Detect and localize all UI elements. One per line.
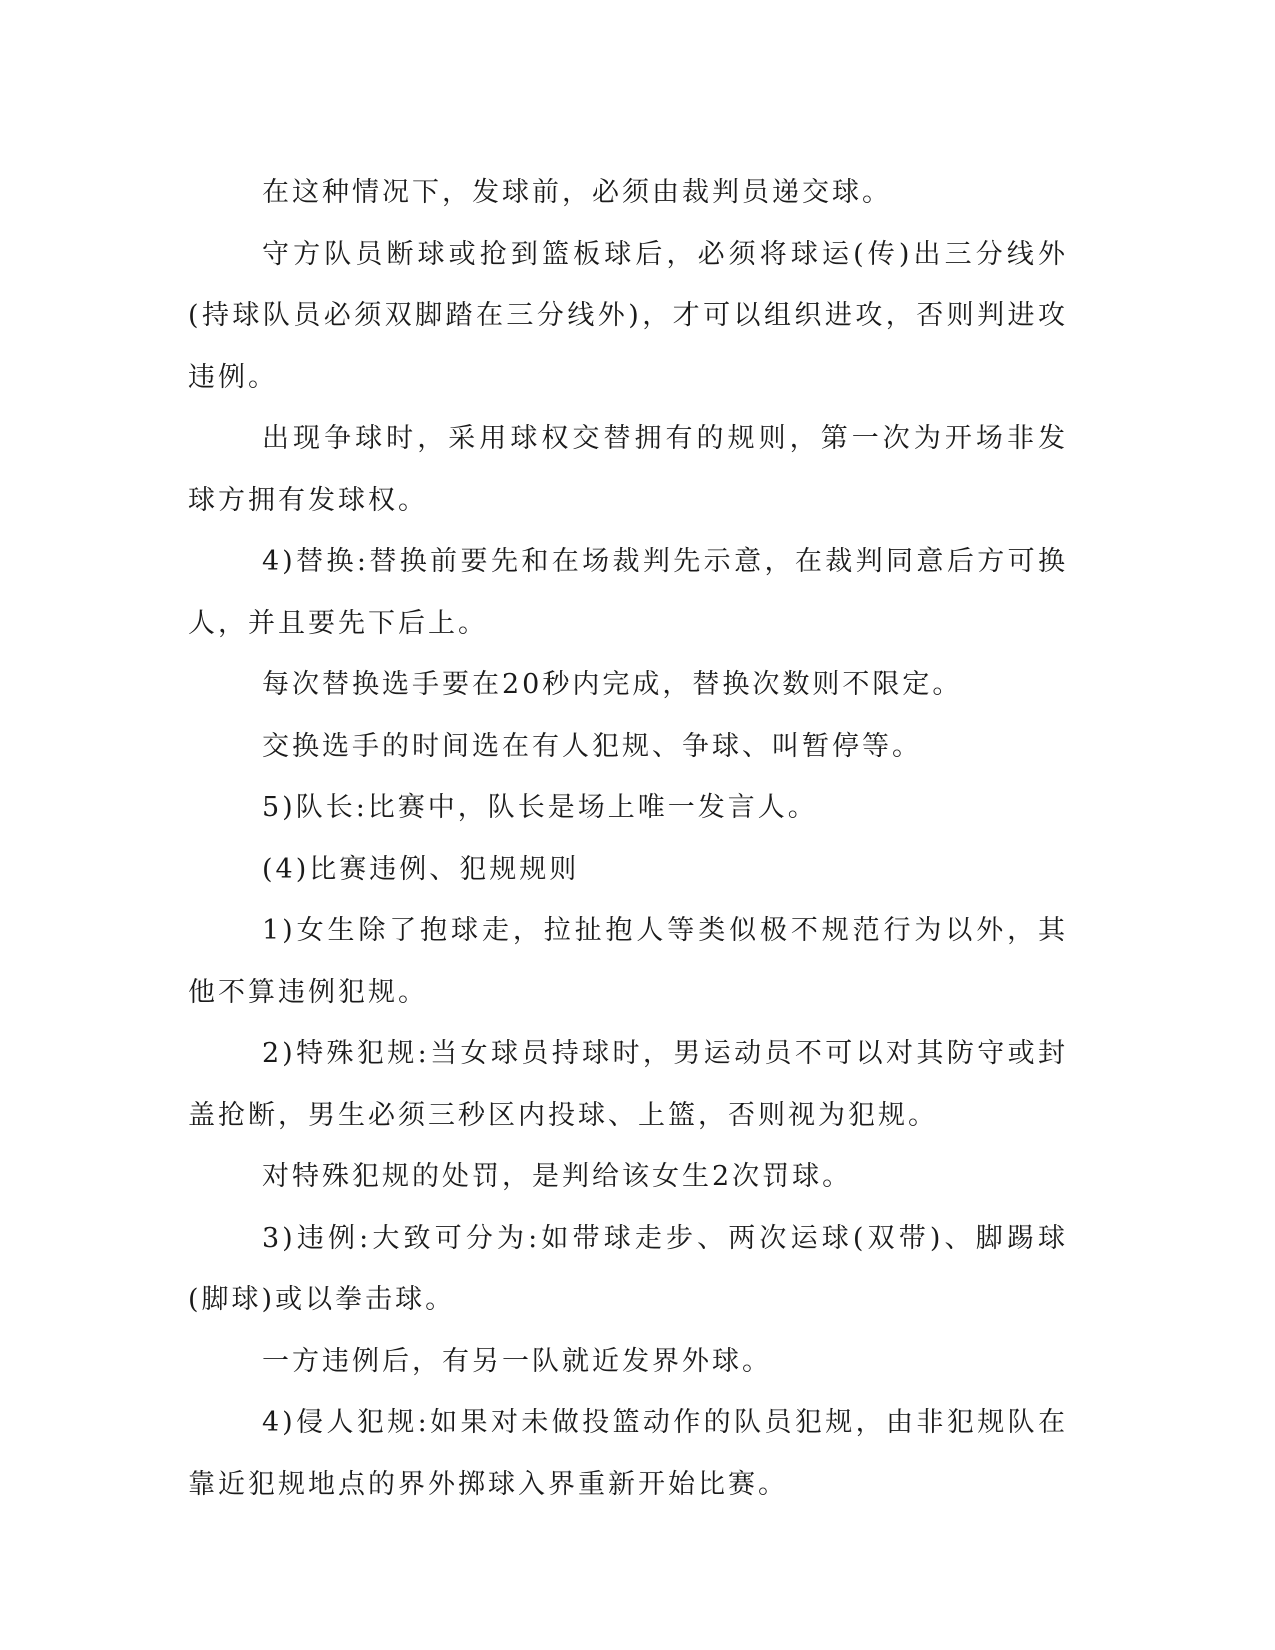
paragraph-7: 5)队长:比赛中，队长是场上唯一发言人。: [262, 792, 818, 823]
paragraph-14: 4)侵人犯规:如果对未做投篮动作的队员犯规，由非犯规队在靠近犯规地点的界外掷球入界重新开始比赛。: [188, 1407, 1068, 1500]
paragraph-3: 出现争球时，采用球权交替拥有的规则，第一次为开场非发球方拥有发球权。: [188, 423, 1068, 516]
paragraph-1: 在这种情况下，发球前，必须由裁判员递交球。: [262, 177, 892, 208]
paragraph-2: 守方队员断球或抢到篮板球后，必须将球运(传)出三分线外(持球队员必须双脚踏在三分线外)，才可以组织进攻，否则判进攻违例。: [188, 238, 1068, 393]
paragraph-4: 4)替换:替换前要先和在场裁判先示意，在裁判同意后方可换人，并且要先下后上。: [188, 546, 1068, 639]
paragraph-13: 一方违例后，有另一队就近发界外球。: [262, 1345, 772, 1377]
section-heading: (4)比赛违例、犯规规则: [262, 853, 580, 885]
document-body: [188, 162, 1068, 1515]
paragraph-5: 每次替换选手要在20秒内完成，替换次数则不限定。: [262, 669, 963, 700]
paragraph-6: 交换选手的时间选在有人犯规、争球、叫暂停等。: [262, 730, 922, 762]
paragraph-9: 1)女生除了抱球走，拉扯抱人等类似极不规范行为以外，其他不算违例犯规。: [188, 915, 1068, 1008]
paragraph-12: 3)违例:大致可分为:如带球走步、两次运球(双带)、脚踢球(脚球)或以拳击球。: [188, 1222, 1068, 1315]
paragraph-10: 2)特殊犯规:当女球员持球时，男运动员不可以对其防守或封盖抢断，男生必须三秒区内投球、上篮，否则视为犯规。: [188, 1038, 1068, 1131]
paragraph-11: 对特殊犯规的处罚，是判给该女生2次罚球。: [262, 1161, 853, 1192]
